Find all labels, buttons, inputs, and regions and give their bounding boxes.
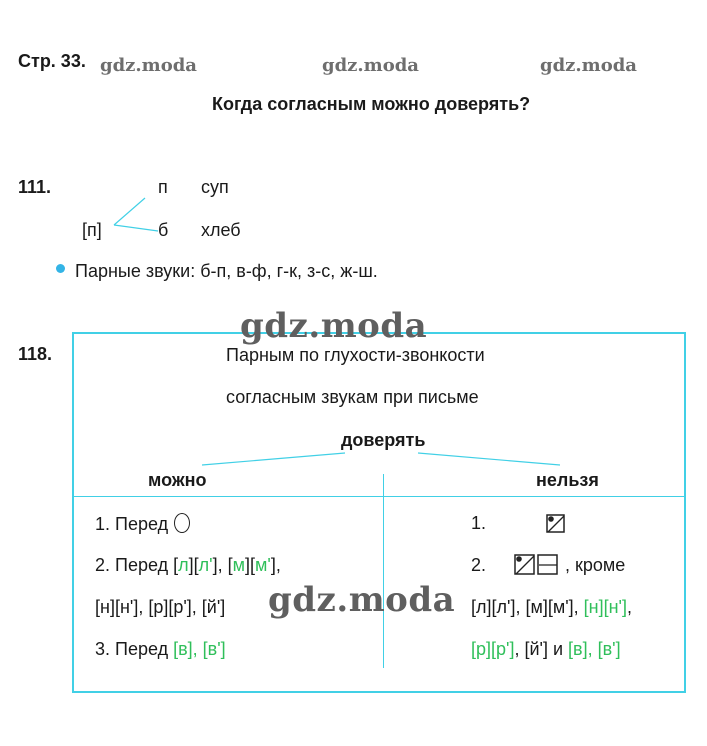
can-item-3-prefix: 3. Перед [95, 639, 174, 659]
sound-l-soft: л' [198, 555, 213, 575]
cannot-item-2-line3 [471, 639, 621, 660]
can-item-2-cont: [н][н'], [р][р'], [й'] [95, 597, 226, 617]
can-item-1-text: 1. Перед [95, 514, 169, 534]
upper-letter: п [158, 177, 168, 197]
watermark: gdz.moda [322, 55, 419, 76]
lower-word: хлеб [201, 220, 241, 240]
sound-transcription: [п] [82, 220, 102, 240]
table-divider [72, 496, 686, 497]
vowel-oval-icon [174, 513, 190, 533]
sound-l: л [178, 555, 189, 575]
page-title: Когда согласным можно доверять? [212, 94, 531, 114]
rule-line-2: согласным звукам при письме [226, 387, 479, 407]
watermark: gdz.moda [240, 306, 428, 346]
bracket: ][ [244, 555, 255, 575]
except-text: , кроме [565, 555, 626, 575]
exercise-118-number: 118. [18, 344, 53, 364]
cannot-header: нельзя [536, 470, 599, 490]
rule-line-1: Парным по глухости-звонкости [226, 345, 485, 365]
sound-m: м [232, 555, 245, 575]
watermark: gdz.moda [540, 55, 637, 76]
sound-n-pair: [н][н'] [583, 597, 627, 617]
sound-j-text: , [й'] и [514, 639, 569, 659]
sound-r-pair: [р][р'] [471, 639, 515, 659]
can-item-2 [95, 555, 281, 576]
can-header: можно [148, 470, 207, 490]
comma: , [626, 597, 632, 617]
bracket: ], [ [212, 555, 233, 575]
cannot-item-2: 2. [471, 555, 487, 575]
watermark: gdz.moda [268, 580, 456, 620]
sound-v-pair: [в], [в'] [568, 639, 621, 659]
connector-upper [114, 198, 145, 225]
sound-v-pair: [в], [в'] [173, 639, 226, 659]
voiced-voiceless-squares-icon [514, 554, 560, 581]
cannot-item-1: 1. [471, 513, 487, 533]
can-item-3 [95, 639, 226, 660]
can-item-1 [95, 513, 190, 535]
lower-letter: б [158, 220, 169, 240]
can-item-2-prefix: 2. Перед [95, 555, 174, 575]
watermark: gdz.moda [100, 55, 197, 76]
exercise-111-number: 111. [18, 177, 52, 197]
paired-sounds-text: Парные звуки: б-п, в-ф, г-к, з-с, ж-ш. [75, 261, 378, 281]
bracket: ][ [188, 555, 199, 575]
page-reference: Стр. 33. [18, 51, 86, 71]
cannot-item-2-line2 [471, 597, 632, 618]
rule-verb: доверять [341, 430, 426, 450]
column-divider [383, 474, 384, 668]
sound-m-soft: м' [255, 555, 271, 575]
bracket: ], [270, 555, 281, 575]
connector-lower [114, 225, 158, 231]
sonorant-list: [л][л'], [м][м'], [471, 597, 584, 617]
bracket: [ [173, 555, 179, 575]
consonant-square-icon [546, 514, 566, 539]
upper-word: суп [201, 177, 229, 197]
